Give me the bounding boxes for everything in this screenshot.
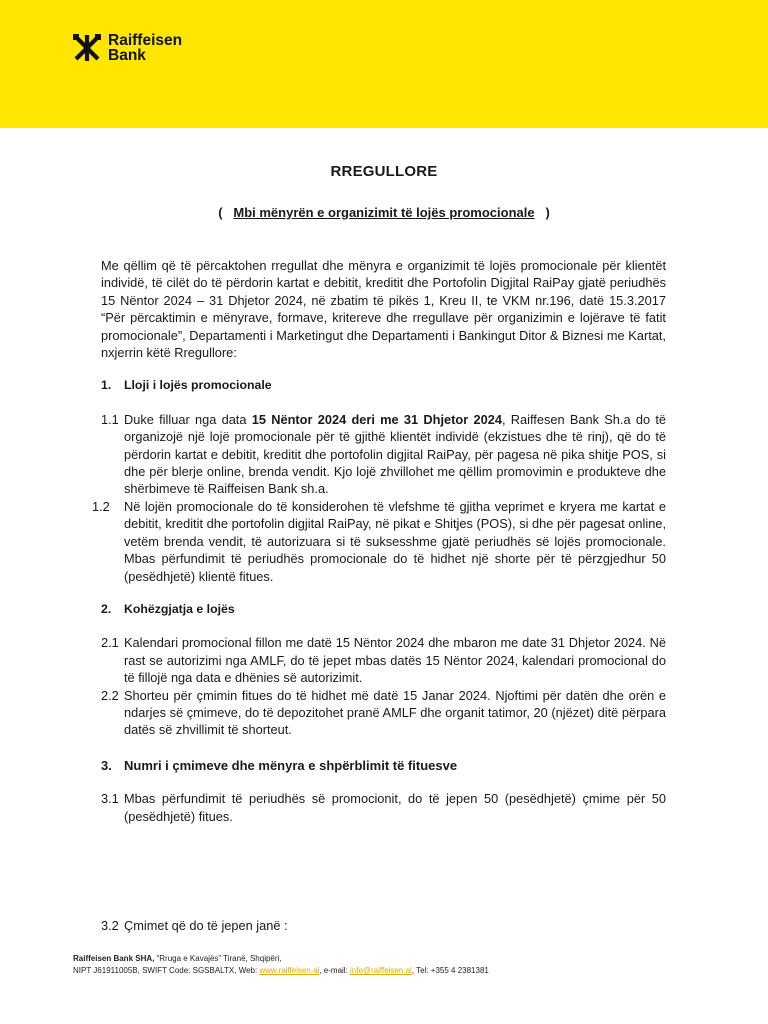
clause-2-2 [101, 687, 666, 739]
section-2-heading [101, 601, 666, 618]
clause-2-1-text: Kalendari promocional fillon me datë 15 Nëntor 2024 dhe mbaron me date 31 Dhjetor 2024. Në rast se autorizimi nga AMLF, do të jepet mbas datës 15 Nëntor 2024, kalendari promocional do të fillojë nga data e dhënies së autorizimit. [124, 635, 666, 686]
footer-email-link[interactable]: info@raiffeisen.al [350, 966, 412, 975]
intro-paragraph: Me qëllim që të përcaktohen rregullat dhe mënyra e organizimit të lojës promocionale për klientët individë, të cilët do të përdorin kartat e debitit, kreditit dhe Portofolin Digjital RaiPay gjatë periudhës 15 Nëntor 2024 – 31 Dhjetor 2024, në zbatim të pikës 1, Kreu II, te VKM nr.196, datë 15.3.2017 “Për përcaktimin e mënyrave, formave, kritereve dhe rregullave për organizimin e lojërave të fatit promocionale”, Departamenti i Marketingut dhe Departamenti i Bankingut Ditor & Biznesi me Kartat, nxjerrin këtë Rregullore: [101, 258, 666, 361]
section-1-heading [101, 377, 666, 394]
clause-3-2-number: 3.2 [101, 918, 119, 933]
document-subtitle [0, 205, 768, 220]
header-band-curve [0, 84, 768, 144]
clause-3-2-text: Çmimet që do të jepen janë : [124, 918, 288, 933]
footer-line-1 [73, 953, 489, 965]
clause-2-2-text: Shorteu për çmimin fitues do të hidhet më datë 15 Janar 2024. Njoftimi për datën dhe orën e ndarjes së çmimeve, do të depozitohet pranë AMLF dhe organit tatimor, 20 (njëzet) ditë përpara datës së zhvillimit të shorteut. [124, 687, 666, 738]
logo-line-2: Bank [108, 47, 146, 64]
clause-1-1-number: 1.1 [101, 411, 119, 427]
footer-line-2 [73, 965, 489, 977]
clause-3-2 [101, 917, 288, 934]
clause-1-1 [101, 411, 666, 498]
section-3-heading [101, 757, 666, 774]
clause-1-2-text: Në lojën promocionale do të konsiderohen të vlefshme të gjitha veprimet e kryera me kartat e debitit, kreditit dhe portofolin digjital RaiPay, në pikat e Shitjes (POS), si dhe për pagesat online, vetëm brenda vendit, të autorizuara si të suksesshme gjatë periudhës së lojës promocionale. Mbas përfundimit të periudhës promocionale do të hidhet një shorte për të përzgjedhur 50 (pesëdhjetë) klientë fitues. [124, 498, 666, 584]
section-3-number: 3. [101, 757, 112, 773]
clause-1-1-pre: Duke filluar nga data [124, 411, 252, 427]
raiffeisen-gable-cross-icon [72, 33, 102, 63]
clause-1-1-dates: 15 Nëntor 2024 deri me 31 Dhjetor 2024 [251, 411, 502, 427]
footer-registration: NIPT J61911005B, SWIFT Code: SGSBALTX, Web: [73, 966, 260, 975]
subtitle-text: Mbi mënyrën e organizimit të lojës promocionale [233, 205, 535, 220]
clause-2-2-number: 2.2 [101, 687, 119, 703]
clause-1-1-text [124, 411, 666, 498]
subtitle-open-paren: ( [218, 205, 223, 220]
page-footer [73, 953, 489, 977]
logo-wordmark [108, 33, 182, 63]
clause-3-1-number: 3.1 [101, 791, 119, 807]
raiffeisen-logo[interactable] [72, 33, 182, 63]
clause-1-1-post: , Raiffesen Bank Sh.a do të organizojë një lojë promocionale për të gjithë klientët individë (ekzistues dhe të rinj), që do të përdorin kartat e debitit, kreditit dhe portofolin digjital RaiPay, për pagesa në pika shitje POS, si dhe për blerje online, brenda vendit. Kjo lojë zhvillohet me qëllim promovimin e produkteve dhe shërbimeve të Raiffeisen Bank sh.a. [124, 411, 667, 497]
clause-2-1 [101, 634, 666, 686]
clause-1-2 [92, 498, 666, 585]
section-3-title: Numri i çmimeve dhe mënyra e shpërblimit të fituesve [124, 757, 458, 773]
logo-line-1: Raiffeisen [108, 32, 183, 49]
clause-1-2-number: 1.2 [92, 498, 110, 514]
section-1-number: 1. [101, 378, 112, 393]
footer-company: Raiffeisen Bank SHA, [73, 954, 155, 963]
clause-2-1-number: 2.1 [101, 635, 119, 651]
footer-email-label: , e-mail: [319, 966, 351, 975]
footer-web-link[interactable]: www.raiffeisen.al [259, 966, 320, 975]
clause-3-1 [101, 790, 666, 825]
footer-address: “Rruga e Kavajës” Tiranë, Shqipëri, [154, 954, 282, 963]
footer-phone: , Tel: +355 4 2381381 [411, 966, 489, 975]
clause-3-1-text: Mbas përfundimit të periudhës së promocionit, do të jepen 50 (pesëdhjetë) çmime për 50 (pesëdhjetë) fitues. [124, 791, 666, 824]
section-2-number: 2. [101, 601, 112, 616]
document-body [92, 257, 667, 825]
section-2-title: Kohëzgjatja e lojës [124, 601, 235, 616]
document-title: RREGULLORE [330, 163, 438, 180]
section-1-title: Lloji i lojës promocionale [124, 378, 272, 393]
subtitle-close-paren: ) [545, 205, 550, 220]
